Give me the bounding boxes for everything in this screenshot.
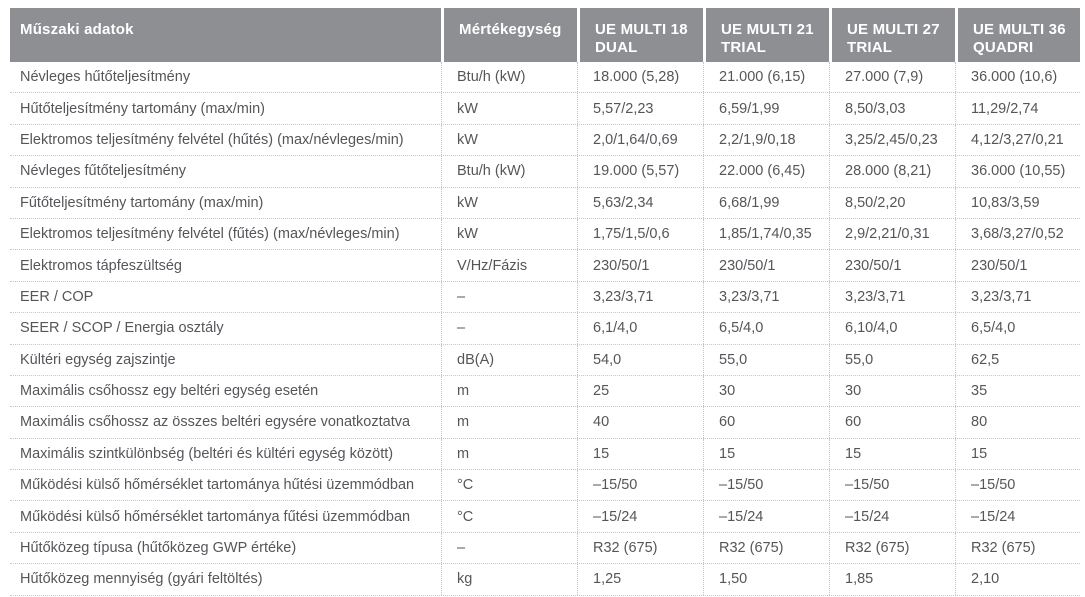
value-cell: 230/50/1	[703, 250, 829, 280]
table-header-row	[10, 8, 1080, 62]
spec-label-cell: Elektromos teljesítmény felvétel (hűtés) (max/névleges/min)	[20, 131, 404, 148]
value-cell: 15	[829, 439, 955, 469]
unit-cell: Btu/h (kW)	[441, 156, 577, 186]
value-cell: –15/24	[955, 501, 1080, 531]
table-row	[10, 93, 1080, 124]
value-cell: –15/50	[829, 470, 955, 500]
value-cell: 40	[577, 407, 703, 437]
value-cell: 1,85	[829, 564, 955, 594]
value-cell: 5,63/2,34	[577, 188, 703, 218]
spec-label-cell: Működési külső hőmérséklet tartománya fűtési üzemmódban	[20, 508, 411, 525]
value-cell: 15	[577, 439, 703, 469]
value-cell: 4,12/3,27/0,21	[955, 125, 1080, 155]
table-row	[10, 345, 1080, 376]
value-cell: 18.000 (5,28)	[577, 62, 703, 92]
table-row	[10, 219, 1080, 250]
column-header-unit: Mértékegység	[444, 8, 577, 62]
table-row	[10, 407, 1080, 438]
value-cell: –15/24	[829, 501, 955, 531]
value-cell: 6,59/1,99	[703, 93, 829, 123]
value-cell: 27.000 (7,9)	[829, 62, 955, 92]
value-cell: 19.000 (5,57)	[577, 156, 703, 186]
column-header-ue-multi-36-quadri: UE MULTI 36 QUADRI	[958, 8, 1080, 62]
table-row	[10, 313, 1080, 344]
value-cell: 15	[955, 439, 1080, 469]
value-cell: –15/24	[703, 501, 829, 531]
value-cell: 6,68/1,99	[703, 188, 829, 218]
value-cell: 3,23/3,71	[703, 282, 829, 312]
value-cell: 62,5	[955, 345, 1080, 375]
column-header-ue-multi-18-dual: UE MULTI 18 DUAL	[580, 8, 703, 62]
value-cell: 15	[703, 439, 829, 469]
value-cell: 3,23/3,71	[955, 282, 1080, 312]
table-row	[10, 282, 1080, 313]
value-cell: –15/50	[955, 470, 1080, 500]
technical-data-table	[10, 8, 1080, 596]
table-row	[10, 470, 1080, 501]
value-cell: 1,85/1,74/0,35	[703, 219, 829, 249]
column-header-ue-multi-27-trial: UE MULTI 27 TRIAL	[832, 8, 955, 62]
table-row	[10, 125, 1080, 156]
value-cell: 3,68/3,27/0,52	[955, 219, 1080, 249]
value-cell: R32 (675)	[577, 533, 703, 563]
table-row	[10, 250, 1080, 281]
table-row	[10, 501, 1080, 532]
value-cell: 3,23/3,71	[577, 282, 703, 312]
spec-label-cell: Névleges hűtőteljesítmény	[20, 69, 191, 86]
value-cell: 230/50/1	[577, 250, 703, 280]
spec-label-cell: Névleges fűtőteljesítmény	[20, 163, 187, 180]
value-cell: 8,50/2,20	[829, 188, 955, 218]
unit-cell: kW	[441, 188, 577, 218]
value-cell: 30	[703, 376, 829, 406]
value-cell: 2,10	[955, 564, 1080, 594]
value-cell: 1,50	[703, 564, 829, 594]
value-cell: R32 (675)	[829, 533, 955, 563]
value-cell: –15/50	[577, 470, 703, 500]
unit-cell: dB(A)	[441, 345, 577, 375]
table-row	[10, 156, 1080, 187]
spec-label-cell: Elektromos tápfeszültség	[20, 257, 182, 274]
value-cell: 35	[955, 376, 1080, 406]
table-row	[10, 564, 1080, 595]
unit-cell: kW	[441, 219, 577, 249]
value-cell: 22.000 (6,45)	[703, 156, 829, 186]
unit-cell: V/Hz/Fázis	[441, 250, 577, 280]
table-row	[10, 376, 1080, 407]
value-cell: 1,25	[577, 564, 703, 594]
value-cell: 2,2/1,9/0,18	[703, 125, 829, 155]
column-header-ue-multi-21-trial: UE MULTI 21 TRIAL	[706, 8, 829, 62]
value-cell: 25	[577, 376, 703, 406]
value-cell: 3,25/2,45/0,23	[829, 125, 955, 155]
value-cell: 36.000 (10,55)	[955, 156, 1080, 186]
spec-label-cell: EER / COP	[20, 288, 94, 305]
value-cell: 60	[829, 407, 955, 437]
value-cell: 60	[703, 407, 829, 437]
unit-cell: m	[441, 439, 577, 469]
spec-label-cell: Maximális csőhossz az összes beltéri egysére vonatkoztatva	[20, 414, 411, 431]
spec-label-cell: Fűtőteljesítmény tartomány (max/min)	[20, 194, 264, 211]
value-cell: 30	[829, 376, 955, 406]
table-body	[10, 62, 1080, 596]
spec-label-cell: SEER / SCOP / Energia osztály	[20, 320, 224, 337]
value-cell: 230/50/1	[829, 250, 955, 280]
unit-cell: –	[441, 282, 577, 312]
unit-cell: kW	[441, 93, 577, 123]
value-cell: 230/50/1	[955, 250, 1080, 280]
value-cell: 10,83/3,59	[955, 188, 1080, 218]
unit-cell: kW	[441, 125, 577, 155]
value-cell: 36.000 (10,6)	[955, 62, 1080, 92]
unit-cell: Btu/h (kW)	[441, 62, 577, 92]
unit-cell: –	[441, 533, 577, 563]
value-cell: R32 (675)	[703, 533, 829, 563]
value-cell: –15/50	[703, 470, 829, 500]
value-cell: 54,0	[577, 345, 703, 375]
value-cell: 2,0/1,64/0,69	[577, 125, 703, 155]
spec-label-cell: Maximális szintkülönbség (beltéri és kültéri egység között)	[20, 445, 394, 462]
value-cell: –15/24	[577, 501, 703, 531]
value-cell: 28.000 (8,21)	[829, 156, 955, 186]
value-cell: 2,9/2,21/0,31	[829, 219, 955, 249]
table-row	[10, 188, 1080, 219]
spec-label-cell: Kültéri egység zajszintje	[20, 351, 176, 368]
table-row	[10, 62, 1080, 93]
value-cell: 6,1/4,0	[577, 313, 703, 343]
value-cell: 6,10/4,0	[829, 313, 955, 343]
value-cell: 21.000 (6,15)	[703, 62, 829, 92]
spec-label-cell: Hűtőközeg típusa (hűtőközeg GWP értéke)	[20, 540, 297, 557]
spec-label-cell: Maximális csőhossz egy beltéri egység esetén	[20, 383, 319, 400]
value-cell: 6,5/4,0	[955, 313, 1080, 343]
value-cell: 3,23/3,71	[829, 282, 955, 312]
unit-cell: m	[441, 376, 577, 406]
value-cell: 5,57/2,23	[577, 93, 703, 123]
value-cell: 55,0	[829, 345, 955, 375]
table-row	[10, 439, 1080, 470]
value-cell: 11,29/2,74	[955, 93, 1080, 123]
value-cell: 8,50/3,03	[829, 93, 955, 123]
table-row	[10, 533, 1080, 564]
spec-label-cell: Hűtőteljesítmény tartomány (max/min)	[20, 100, 265, 117]
spec-label-cell: Hűtőközeg mennyiség (gyári feltöltés)	[20, 571, 263, 588]
column-header-specs: Műszaki adatok	[10, 8, 441, 62]
value-cell: 80	[955, 407, 1080, 437]
spec-label-cell: Működési külső hőmérséklet tartománya hűtési üzemmódban	[20, 477, 415, 494]
value-cell: 6,5/4,0	[703, 313, 829, 343]
unit-cell: °C	[441, 501, 577, 531]
unit-cell: –	[441, 313, 577, 343]
value-cell: 55,0	[703, 345, 829, 375]
value-cell: 1,75/1,5/0,6	[577, 219, 703, 249]
spec-label-cell: Elektromos teljesítmény felvétel (fűtés) (max/névleges/min)	[20, 226, 400, 243]
value-cell: R32 (675)	[955, 533, 1080, 563]
unit-cell: m	[441, 407, 577, 437]
unit-cell: °C	[441, 470, 577, 500]
unit-cell: kg	[441, 564, 577, 594]
